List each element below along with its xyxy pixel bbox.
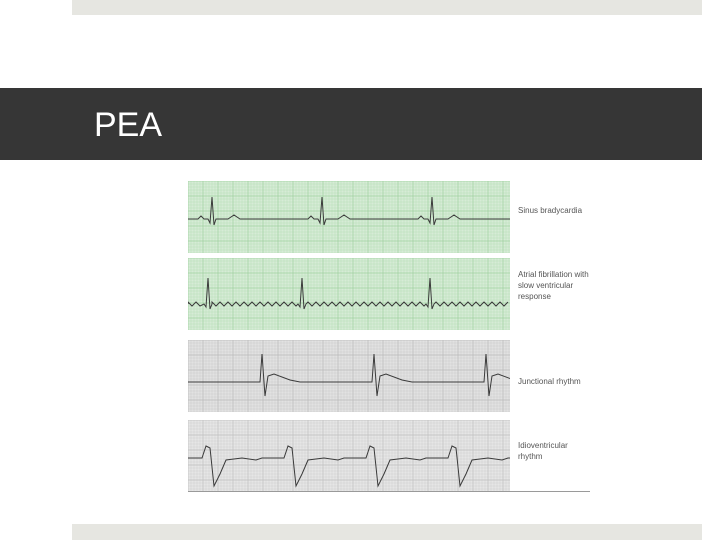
ecg-trace-sinus-bradycardia bbox=[188, 181, 510, 253]
ecg-trace-idioventricular-rhythm bbox=[188, 420, 510, 492]
ecg-trace-atrial-fibrillation bbox=[188, 258, 510, 330]
ecg-strip-idioventricular-rhythm bbox=[188, 420, 510, 492]
ecg-trace-junctional-rhythm bbox=[188, 340, 510, 412]
strip-label-junctional-rhythm: Junctional rhythm bbox=[518, 377, 581, 386]
strip-label-sinus-bradycardia: Sinus bradycardia bbox=[518, 206, 583, 215]
bottom-accent-bar bbox=[72, 524, 702, 540]
top-accent-bar bbox=[72, 0, 702, 15]
strip-label-idioventricular-rhythm: Idioventricular rhythm bbox=[518, 441, 568, 461]
ecg-strip-atrial-fibrillation bbox=[188, 258, 510, 330]
ecg-strip-junctional-rhythm bbox=[188, 340, 510, 412]
ecg-figure bbox=[186, 179, 590, 493]
slide-title: PEA bbox=[94, 106, 163, 144]
figure-bottom-rule bbox=[188, 491, 590, 492]
ecg-strip-sinus-bradycardia bbox=[188, 181, 510, 253]
strip-label-atrial-fibrillation: Atrial fibrillation with slow ventricular response bbox=[518, 270, 589, 301]
